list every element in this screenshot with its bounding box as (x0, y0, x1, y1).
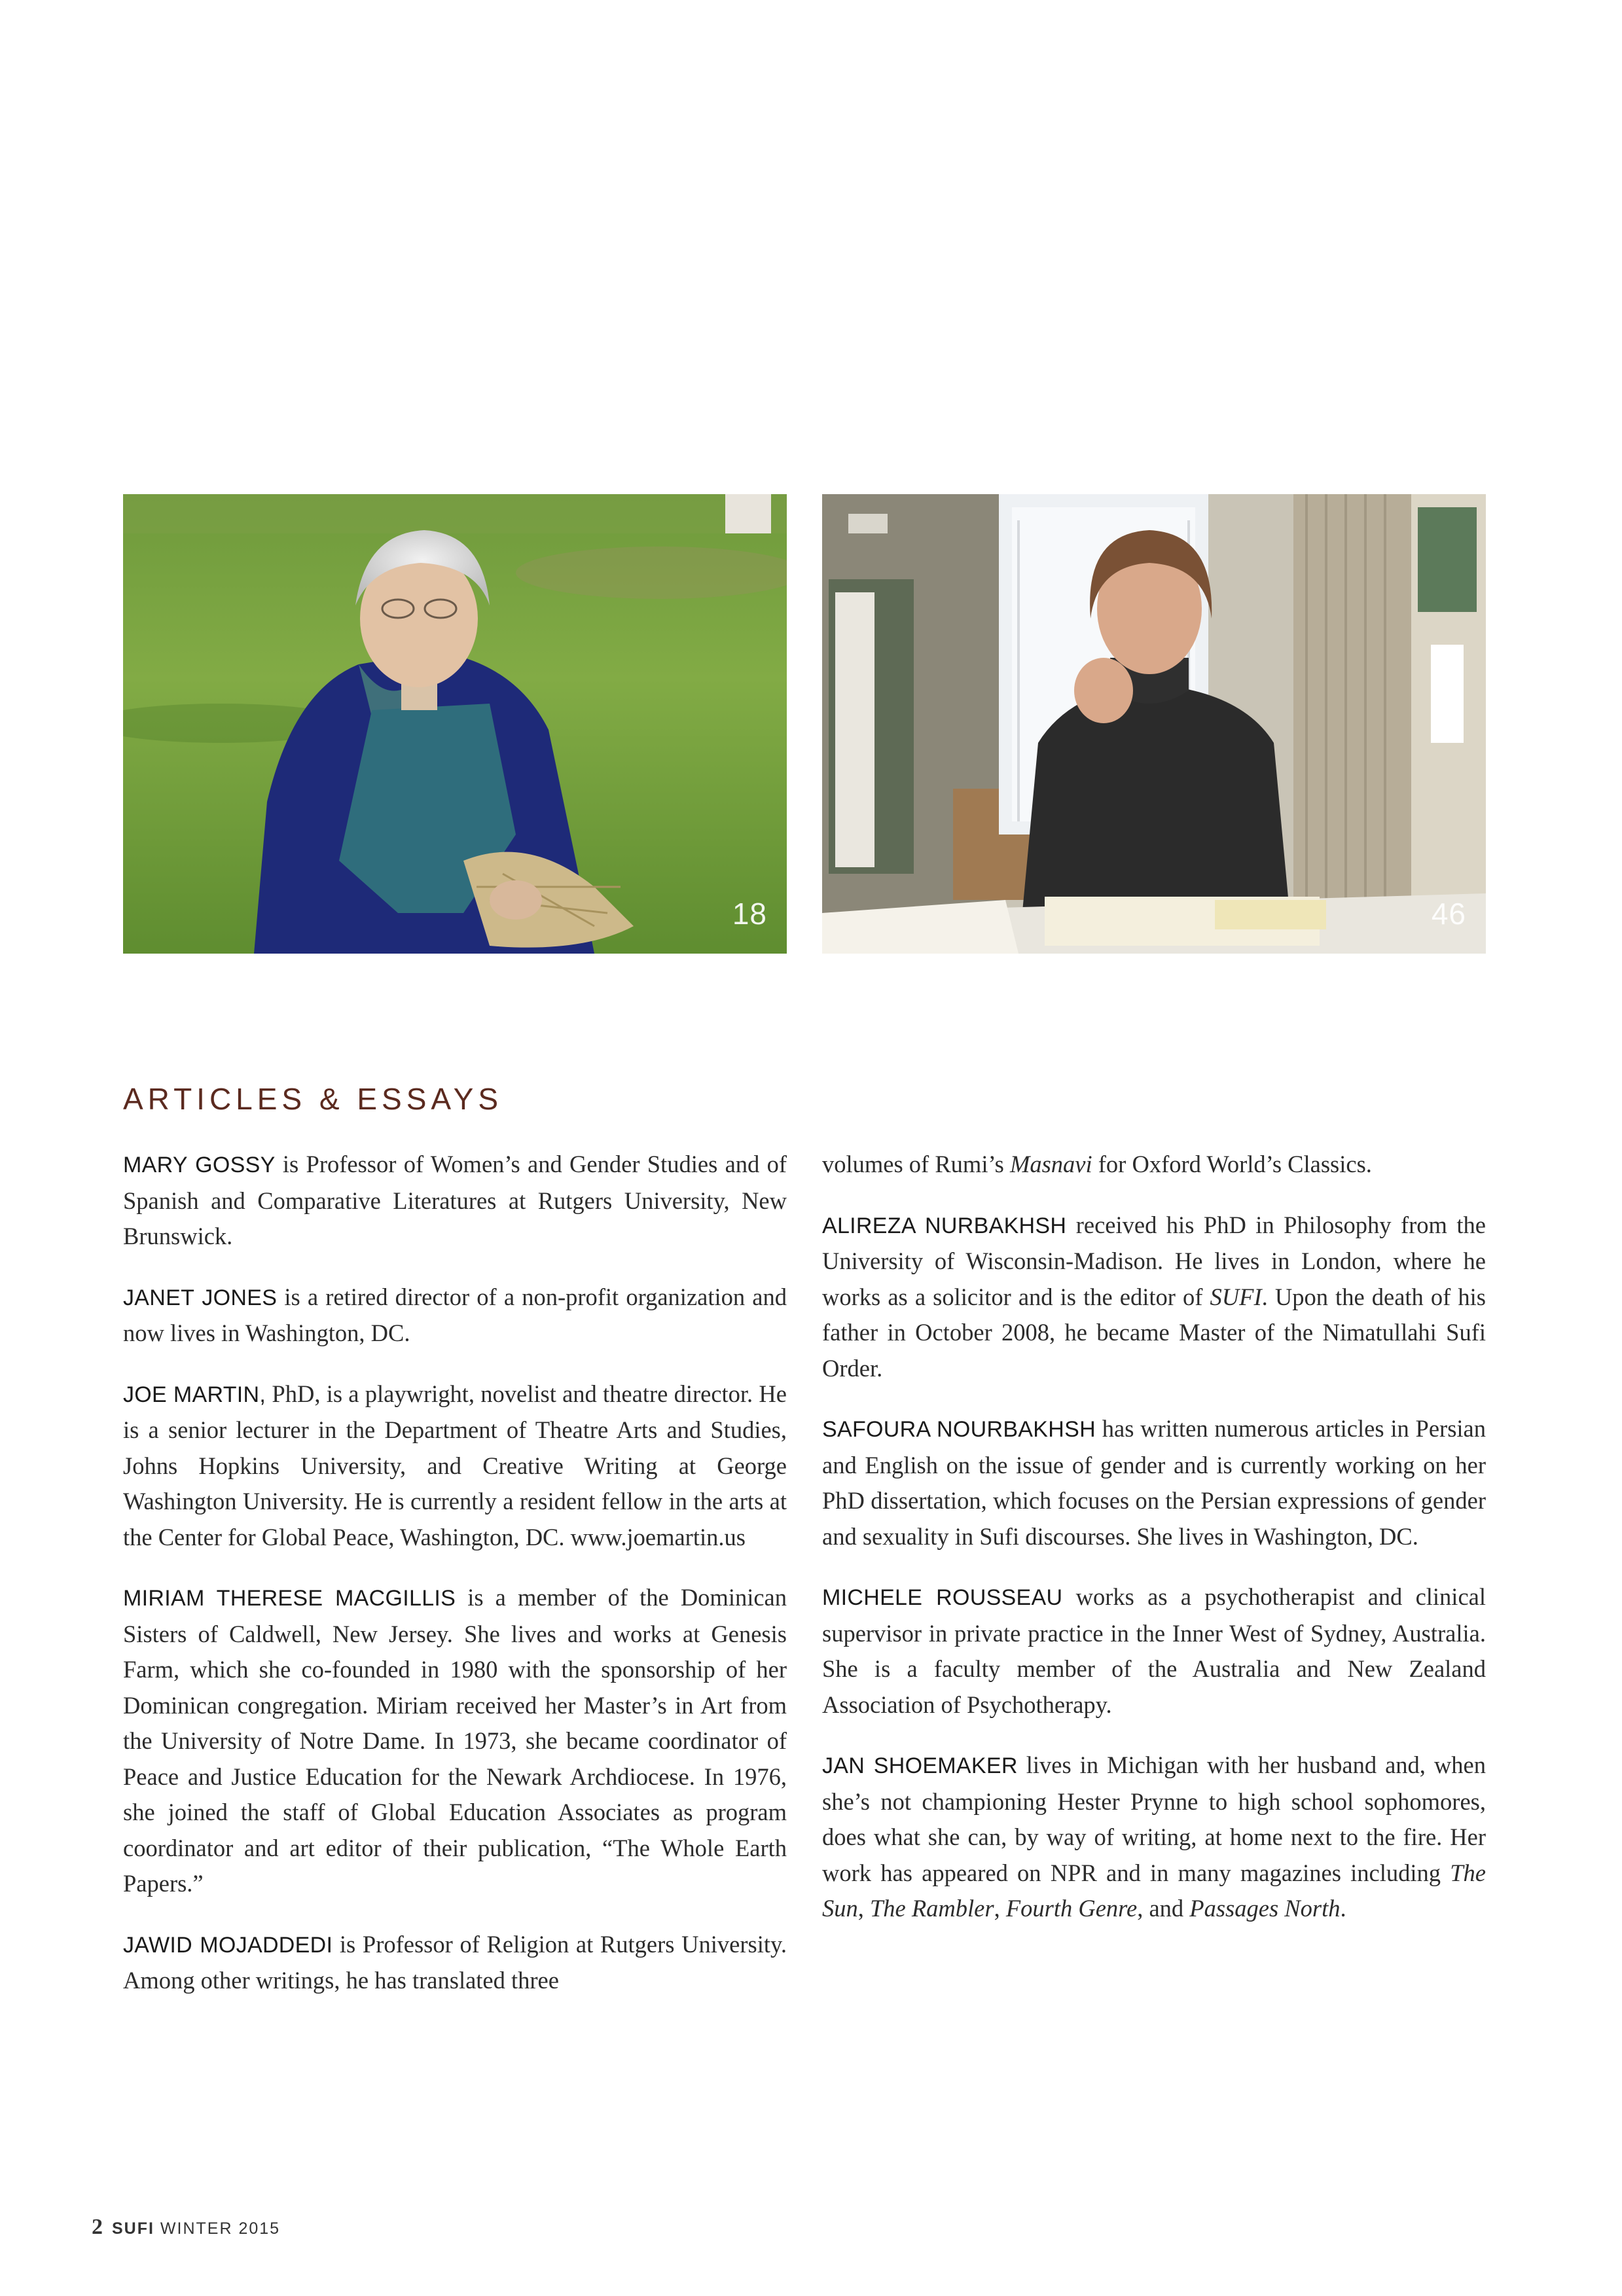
section-heading: ARTICLES & ESSAYS (123, 1082, 503, 1116)
bio-text: is a member of the Dominican Sisters of Caldwell, New Jersey. She lives and works at Genesis Farm, which she co-founded in 1980 with the sponsorship of her Dominican congregation. Miriam received her Master’s in Art from the University of Notre Dame. In 1973, she became coordinator of Peace and Justice Education for the Newark Archdiocese. In 1976, she joined the staff of Global Education Associates as program coordinator and art editor of their publication, “The Whole Earth Papers.” (123, 1584, 787, 1897)
bio-jawid-mojaddedi (123, 1927, 787, 1999)
bio-text: . Upon the death of his father in October 2008, he became Master of the Nimatullahi Sufi Order. (822, 1283, 1486, 1382)
bio-michele-rousseau (822, 1579, 1486, 1723)
contributor-photo-right (822, 494, 1486, 954)
photo-woman-on-lawn (123, 494, 787, 954)
page-reference-number: 18 (732, 897, 767, 931)
bio-text: has written numerous articles in Persian and English on the issue of gender and is currently working on her PhD dissertation, which focuses on the Persian expressions of gender and sexuality in Sufi discourses. She lives in Washington, DC. (822, 1415, 1486, 1550)
photo-woman-at-desk (822, 494, 1486, 954)
bio-miriam-macgillis (123, 1580, 787, 1902)
contributor-name: MARY GOSSY (123, 1153, 276, 1177)
contributor-name: ALIREZA NURBAKHSH (822, 1213, 1067, 1238)
magazine-title: The Sun (822, 1859, 1486, 1922)
bio-jawid-mojaddedi-continued (822, 1147, 1486, 1183)
bio-text: for Oxford World’s Classics. (1092, 1151, 1372, 1177)
bio-text: is Professor of Religion at Rutgers University. Among other writings, he has translated three (123, 1930, 787, 1994)
page-reference-number: 46 (1431, 897, 1466, 931)
bio-text: lives in Michigan with her husband and, when she’s not championing Hester Prynne to high school sophomores, does what she can, by way of writing, at home next to the fire. Her work has appeared on NPR and in many magazines including (822, 1751, 1486, 1886)
contributor-name: MIRIAM THERESE MACGILLIS (123, 1586, 456, 1611)
bio-safoura-nourbakhsh (822, 1411, 1486, 1554)
bio-alireza-nurbakhsh (822, 1208, 1486, 1387)
separator: , (994, 1895, 1006, 1922)
bio-janet-jones (123, 1280, 787, 1352)
contributor-name: JANET JONES (123, 1285, 278, 1310)
page-footer (92, 2215, 280, 2240)
bio-column-right (822, 1147, 1486, 1952)
magazine-title: Fourth Genre (1005, 1895, 1138, 1922)
book-title: Masnavi (1009, 1151, 1092, 1177)
contributor-name: JAWID MOJADDEDI (123, 1932, 333, 1958)
page-number: 2 (92, 2215, 103, 2239)
separator: , (857, 1895, 870, 1922)
separator: , and (1137, 1895, 1190, 1922)
magazine-title: SUFI (1210, 1283, 1262, 1310)
bio-jan-shoemaker (822, 1748, 1486, 1927)
separator: . (1340, 1895, 1346, 1922)
issue-label: WINTER 2015 (154, 2219, 281, 2238)
bio-mary-gossy (123, 1147, 787, 1255)
bio-text: received his PhD in Philosophy from the University of Wisconsin-Madison. He lives in London, where he works as a solicitor and is the editor of (822, 1211, 1486, 1310)
bio-text: is Professor of Women’s and Gender Studies and of Spanish and Comparative Literatures at Rutgers University, New Brunswick. (123, 1151, 787, 1249)
contributor-name: SAFOURA NOURBAKHSH (822, 1417, 1096, 1442)
bio-text: PhD, is a playwright, novelist and theatre director. He is a senior lecturer in the Department of Theatre Arts and Studies, Johns Hopkins University, and Creative Writing at George Washington University. He is currently a resident fellow in the arts at the Center for Global Peace, Washington, DC. www.joemartin.us (123, 1380, 787, 1551)
bio-text: volumes of Rumi’s (822, 1151, 1010, 1177)
bio-text: works as a psychotherapist and clinical supervisor in private practice in the Inner West of Sydney, Australia. She is a faculty member of the Australia and New Zealand Association of Psychotherapy. (822, 1583, 1486, 1718)
contributor-photo-left (123, 494, 787, 954)
magazine-title: Passages North (1189, 1895, 1341, 1922)
contributor-name: JOE MARTIN, (123, 1382, 266, 1407)
bio-text: is a retired director of a non-profit organization and now lives in Washington, DC. (123, 1283, 787, 1346)
magazine-name: SUFI (112, 2219, 154, 2238)
magazine-title: The Rambler (870, 1895, 994, 1922)
bio-joe-martin (123, 1376, 787, 1556)
bio-column-left (123, 1147, 787, 2024)
contributor-name: MICHELE ROUSSEAU (822, 1585, 1063, 1610)
contributor-name: JAN SHOEMAKER (822, 1753, 1018, 1778)
